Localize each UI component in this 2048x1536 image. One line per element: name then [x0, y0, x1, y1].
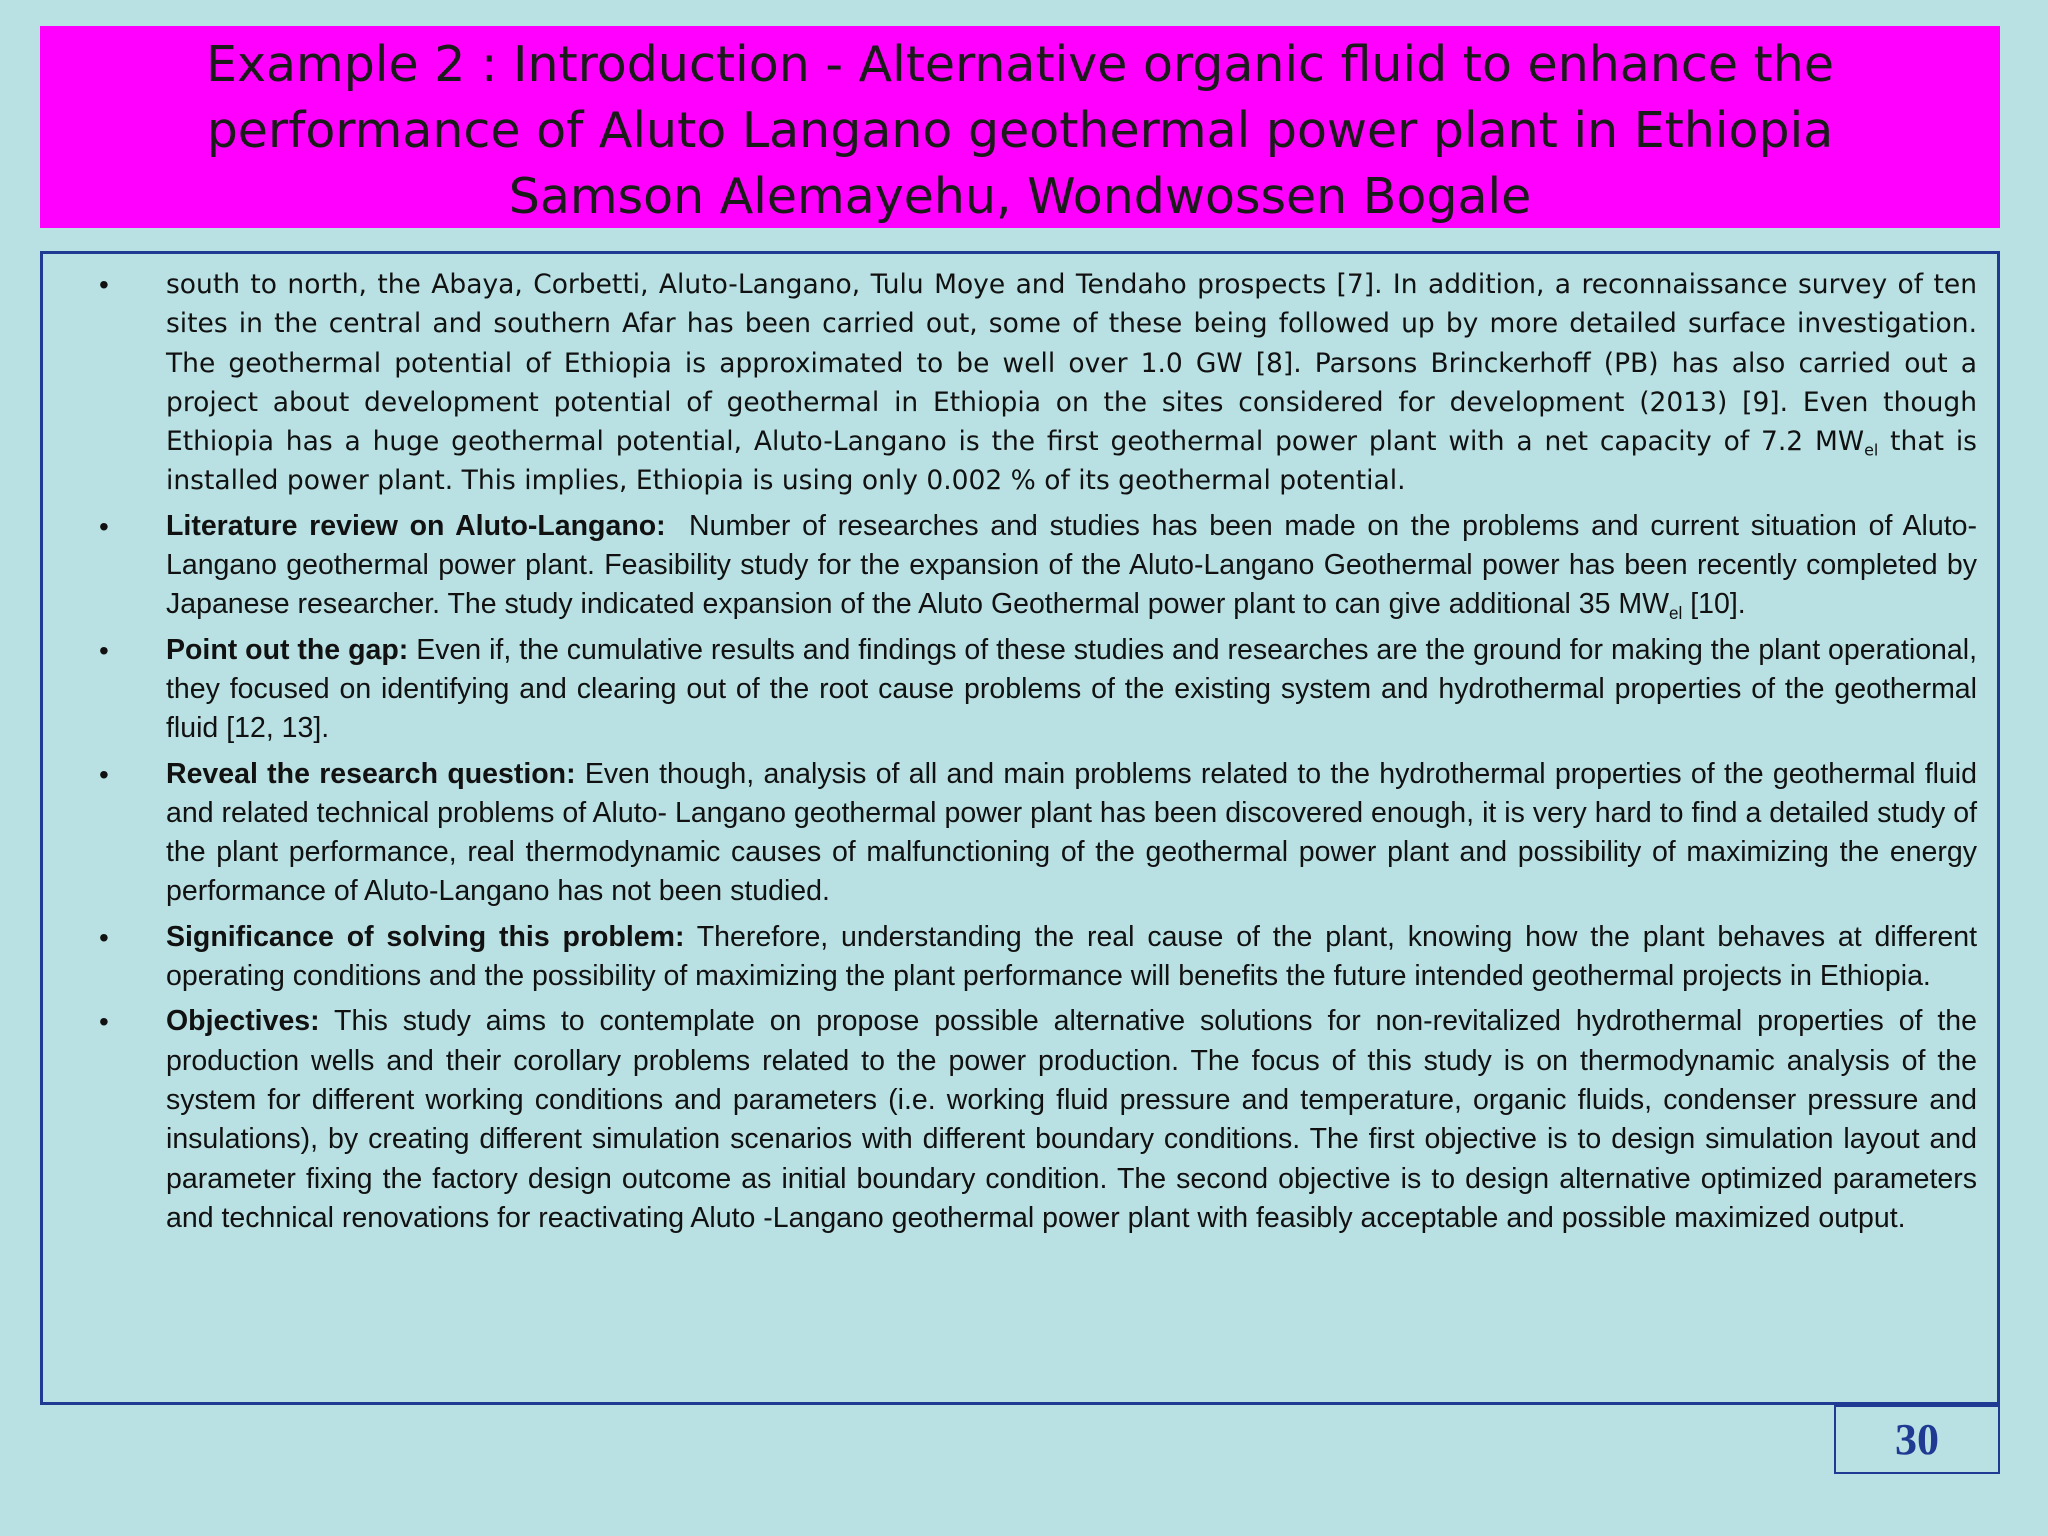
bullet-heading: Reveal the research question:: [166, 757, 576, 790]
bullet-glyph: •: [99, 1006, 109, 1038]
bullet-heading: Significance of solving this problem:: [166, 920, 685, 953]
bullet-item-objectives: [71, 1002, 1977, 1238]
title-banner: [40, 26, 2000, 228]
bullet-heading: Objectives:: [166, 1005, 320, 1038]
bullet-text: Literature review on Aluto-Langano: Number of researches and studies has been made on the problems and current situation of Aluto-Langano geothermal power plant. Feasibility study for the expansion of the Aluto-Langano Geothermal power has been recently completed by Japanese researcher. The study indicated expansion of the Aluto Geothermal power plant to can give additional 35 $MW_{el}$ [10].: [166, 509, 1985, 624]
bullet-glyph: •: [99, 758, 109, 790]
title-line-1: Example 2 : Introduction - Alternative organic fluid to enhance the: [206, 36, 1834, 93]
bullet-glyph: •: [99, 921, 109, 953]
bullet-item-research-question: [71, 755, 1977, 912]
content-box: [40, 251, 2000, 1405]
bullet-text: Reveal the research question: Even though, analysis of all and main problems related to the hydrothermal properties of the geothermal fluid and related technical problems of Aluto- Langano geothermal power plant has been discovered enough, it is very hard to find a detailed study of the plant performance, real thermodynamic causes of malfunctioning of the geothermal power plant and possibility of maximizing the energy performance of Aluto-Langano has not been studied.: [166, 757, 1977, 908]
title-authors: Samson Alemayehu, Wondwossen Bogale: [508, 168, 1532, 225]
bullet-text: Significance of solving this problem: Therefore, understanding the real cause of the plant, knowing how the plant behaves at different operating conditions and the possibility of maximizing the plant performance will benefits the future intended geothermal projects in Ethiopia.: [166, 920, 1977, 993]
bullet-item-significance: [71, 918, 1977, 997]
bullet-text: Point out the gap: Even if, the cumulative results and findings of these studies and researches are the ground for making the plant operational, they focused on identifying and clearing out of the root cause problems of the existing system and hydrothermal properties of the geothermal fluid [12, 13].: [166, 633, 1977, 745]
bullet-item-literature-review: [71, 507, 1985, 625]
bullet-text: south to north, the Abaya, Corbetti, Aluto-Langano, Tulu Moye and Tendaho prospects [7]. In addition, a reconnaissance survey of ten sites in the central and southern Afar has been carried out, some of these being followed up by more detailed surface investigation. The geothermal potential of Ethiopia is approximated to be well over 1.0 GW [8]. Parsons Brinckerhoff (PB) has also carried out a project about development potential of geothermal in Ethiopia on the sites considered for development (2013) [9]. Even though Ethiopia has a huge geothermal potential, Aluto-Langano is the first geothermal power plant with a net capacity of 7.2 $MW_{el}$ that is installed power plant. This implies, Ethiopia is using only 0.002 % of its geothermal potential.: [166, 269, 1977, 497]
page-number-box: [1834, 1404, 2000, 1474]
bullet-heading: Point out the gap:: [166, 633, 409, 666]
bullet-glyph: •: [99, 510, 109, 542]
bullet-text: Objectives: This study aims to contemplate on propose possible alternative solutions for non-revitalized hydrothermal properties of the production wells and their corollary problems related to the power production. The focus of this study is on thermodynamic analysis of the system for different working conditions and parameters (i.e. working fluid pressure and temperature, organic fluids, condenser pressure and insulations), by creating different simulation scenarios with different boundary conditions. The first objective is to design simulation layout and parameter fixing the factory design outcome as initial boundary condition. The second objective is to design alternative optimized parameters and technical renovations for reactivating Aluto -Langano geothermal power plant with feasibly acceptable and possible maximized output.: [166, 1005, 1977, 1234]
bullet-heading: Literature review on Aluto-Langano:: [166, 509, 666, 542]
bullet-glyph: •: [99, 269, 109, 300]
bullet-item-gap: [71, 631, 1977, 749]
page-number: 30: [1895, 1415, 1939, 1464]
bullet-glyph: •: [99, 634, 109, 666]
bullet-item-intro: [71, 265, 1977, 501]
title-line-2: performance of Aluto Langano geothermal power plant in Ethiopia: [206, 102, 1834, 159]
